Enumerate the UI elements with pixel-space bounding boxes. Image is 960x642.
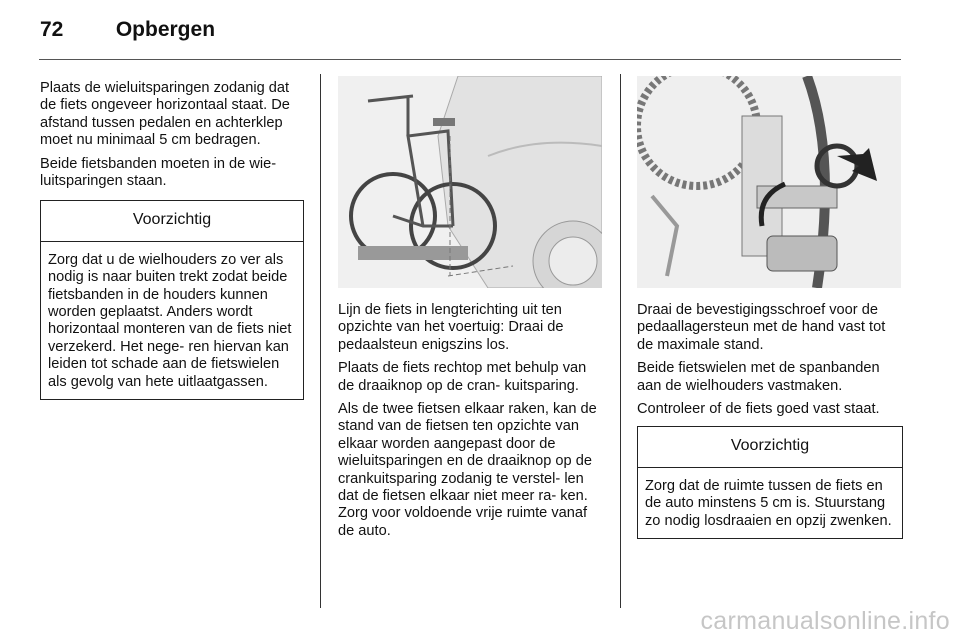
paragraph: Lijn de fiets in lengterichting uit ten opzichte van het voertuig: Draai de pedaalsteun enigszins los. bbox=[338, 302, 564, 353]
pedal-mount-illustration bbox=[637, 76, 901, 288]
page-number: 72 bbox=[40, 18, 64, 41]
warning-title: Voorzichtig bbox=[41, 201, 303, 241]
warning-box bbox=[40, 200, 304, 400]
watermark: carmanualsonline.info bbox=[700, 607, 950, 635]
paragraph: Beide fietsbanden moeten in de wie- luitsparingen staan. bbox=[40, 155, 277, 190]
column-2 bbox=[338, 302, 604, 546]
warning-text: Zorg dat de ruimte tussen de fiets en de auto minstens 5 cm is. Stuurstang zo nodig losdraaien en opzij zwenken. bbox=[645, 477, 892, 529]
pedal-clamp-drawing bbox=[637, 76, 901, 288]
page-title: Opbergen bbox=[115, 18, 216, 41]
paragraph: Controleer of de fiets goed vast staat. bbox=[637, 401, 880, 418]
warning-text: Zorg dat u de wielhouders zo ver als nodig is naar buiten trekt zodat beide fietsbanden in de houders kunnen worden geplaatst. Anders wordt horizontaal monteren van de fiets niet verzekerd. Het nege- ren hiervan kan leiden tot schade aan de fietswielen als gevolg van hete uitlaatgassen. bbox=[48, 251, 292, 390]
paragraph: Beide fietswielen met de spanbanden aan de wielhouders vastmaken. bbox=[637, 360, 880, 394]
column-3 bbox=[637, 302, 903, 539]
paragraph: Als de twee fietsen elkaar raken, kan de stand van de fietsen ten opzichte van elkaar worden aangepast door de wieluitsparingen en de draaiknop op de crankuitsparing zodanig te verstel- len dat de fietsen elkaar niet meer ra- ken. Zorg voor voldoende vrije ruimte vanaf de auto. bbox=[338, 401, 597, 539]
column-1 bbox=[40, 80, 304, 400]
warning-title: Voorzichtig bbox=[638, 427, 902, 467]
page-header bbox=[40, 18, 215, 42]
header-rule bbox=[39, 59, 901, 60]
bike-rack-illustration bbox=[338, 76, 602, 288]
paragraph: Plaats de wieluitsparingen zodanig dat de fiets ongeveer horizontaal staat. De afstand tussen pedalen en achterklep moet nu minimaal 5 cm bedragen. bbox=[40, 80, 290, 149]
warning-box bbox=[637, 426, 903, 539]
paragraph: Draai de bevestigingsschroef voor de pedaallagersteun met de hand vast tot de maximale stand. bbox=[637, 302, 886, 353]
paragraph: Plaats de fiets rechtop met behulp van de draaiknop op de cran- kuitsparing. bbox=[338, 360, 587, 394]
column-divider-1 bbox=[320, 74, 321, 608]
column-divider-2 bbox=[620, 74, 621, 608]
bike-on-carrier-drawing bbox=[338, 76, 602, 288]
